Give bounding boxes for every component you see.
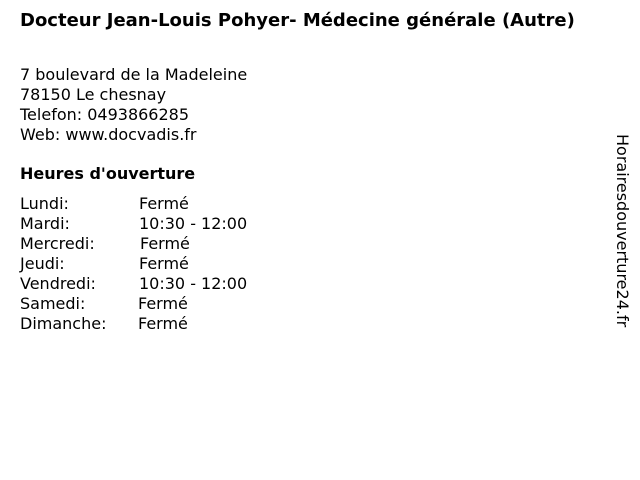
hours-heading: Heures d'ouverture [20, 164, 196, 183]
hours-value: Fermé [139, 194, 189, 213]
hours-value: Fermé [138, 294, 188, 313]
day-label: Samedi: [20, 294, 86, 313]
hours-value: 10:30 - 12:00 [139, 214, 248, 233]
street-address: 7 boulevard de la Madeleine [20, 65, 248, 84]
phone-number: Telefon: 0493866285 [20, 105, 190, 124]
day-label: Mercredi: [20, 234, 95, 253]
hours-value: 10:30 - 12:00 [139, 274, 248, 293]
hours-value: Fermé [140, 234, 190, 253]
page-title: Docteur Jean-Louis Pohyer- Médecine générale (Autre) [20, 10, 575, 31]
day-label: Lundi: [20, 194, 69, 213]
city-postal-code: 78150 Le chesnay [20, 85, 167, 104]
day-label: Mardi: [20, 214, 70, 233]
website: Web: www.docvadis.fr [20, 125, 197, 144]
site-watermark-vertical: Horairesdouverture24.fr [613, 134, 632, 328]
day-label: Vendredi: [20, 274, 96, 293]
address-block [20, 65, 247, 145]
hours-value: Fermé [139, 254, 189, 273]
day-label: Jeudi: [20, 254, 65, 273]
hours-value: Fermé [138, 314, 188, 333]
day-label: Dimanche: [20, 314, 107, 333]
